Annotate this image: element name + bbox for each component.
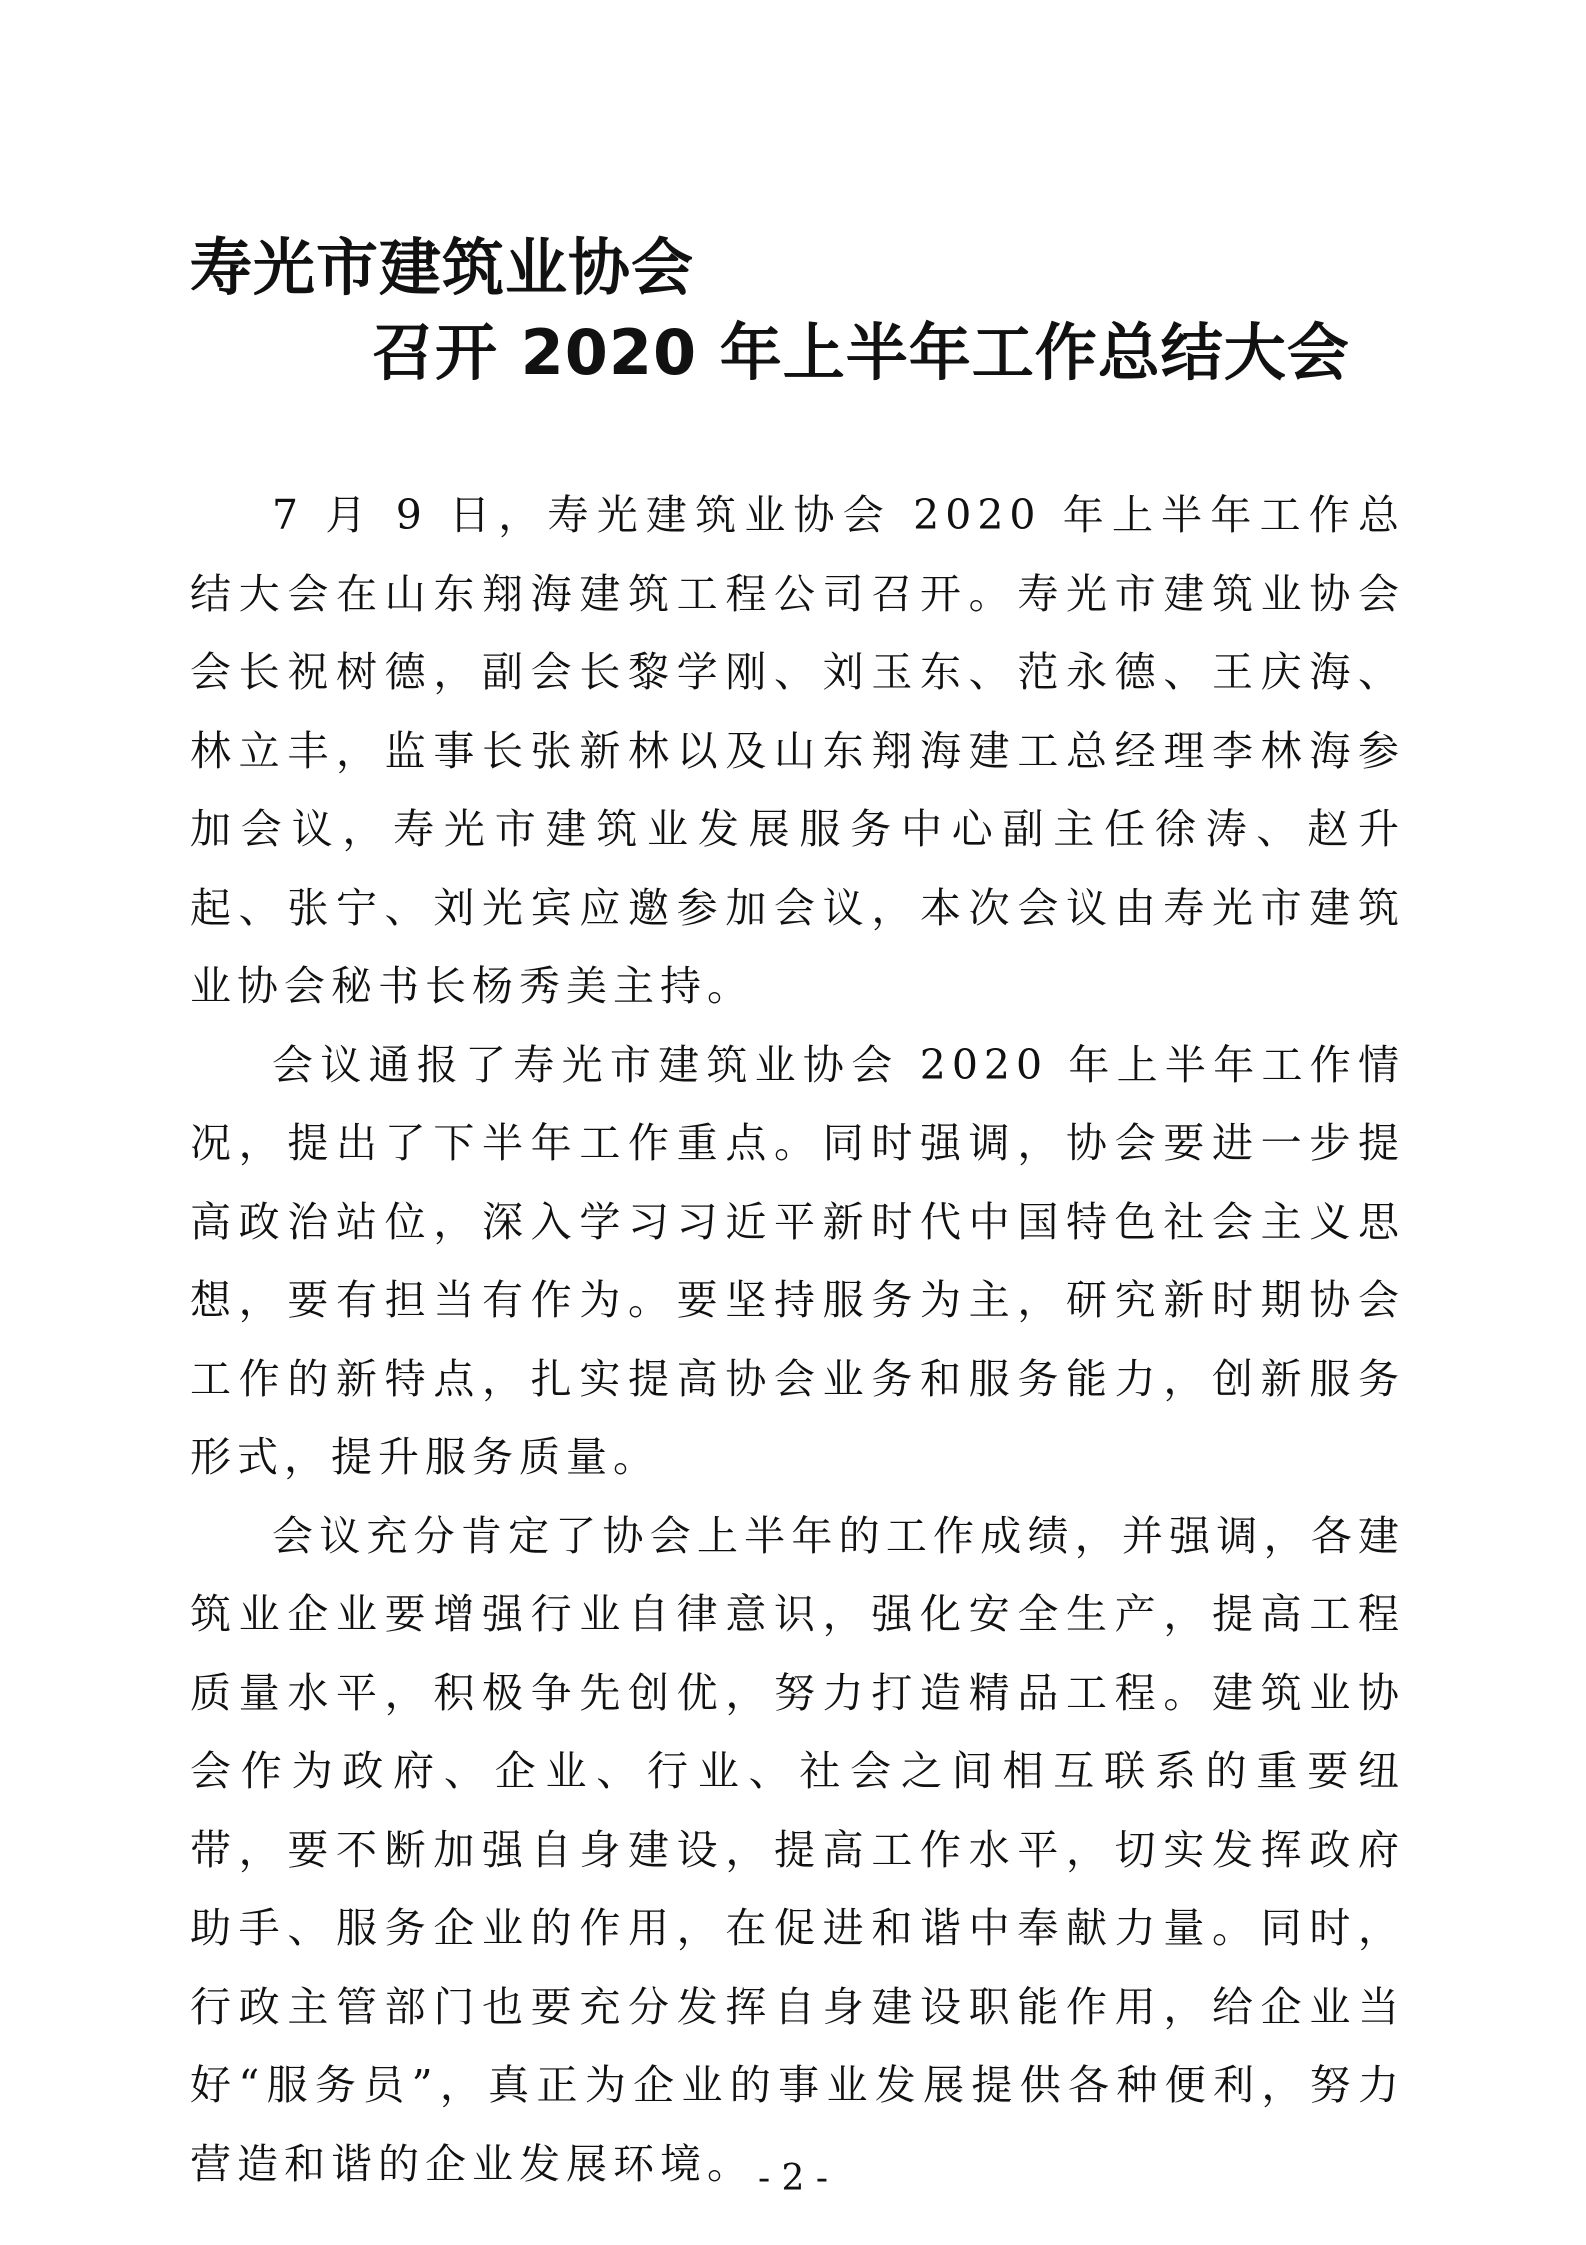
page-number: - 2 -	[757, 2158, 829, 2199]
paragraph-2: 会议通报了寿光市建筑业协会 2020 年上半年工作情况，提出了下半年工作重点。同时强调，协会要进一步提高政治站位，深入学习习近平新时代中国特色社会主义思想，要有担当有作为。要坚持服务为主，研究新时期协会工作的新特点，扎实提高协会业务和服务能力，创新服务形式，提升服务质量。	[190, 1040, 1405, 1481]
paragraph-1: 7 月 9 日，寿光建筑业协会 2020 年上半年工作总结大会在山东翔海建筑工程公司召开。寿光市建筑业协会会长祝树德，副会长黎学刚、刘玉东、范永德、王庆海、林立丰，监事长张新林以及山东翔海建工总经理李林海参加会议，寿光市建筑业发展服务中心副主任徐涛、赵升起、张宁、刘光宾应邀参加会议，本次会议由寿光市建筑业协会秘书长杨秀美主持。	[190, 491, 1405, 1010]
paragraph-3: 会议充分肯定了协会上半年的工作成绩，并强调，各建筑业企业要增强行业自律意识，强化安全生产，提高工程质量水平，积极争先创优，努力打造精品工程。建筑业协会作为政府、企业、行业、社会之间相互联系的重要纽带，要不断加强自身建设，提高工作水平，切实发挥政府助手、服务企业的作用，在促进和谐中奉献力量。同时，行政主管部门也要充分发挥自身建设职能作用，给企业当好“服务员”，真正为企业的事业发展提供各种便利，努力营造和谐的企业发展环境。	[190, 1511, 1405, 2188]
article-body	[190, 476, 1405, 2203]
title-line-2: 召开 2020 年上半年工作总结大会	[372, 316, 1350, 389]
title-line-1: 寿光市建筑业协会	[190, 231, 695, 304]
